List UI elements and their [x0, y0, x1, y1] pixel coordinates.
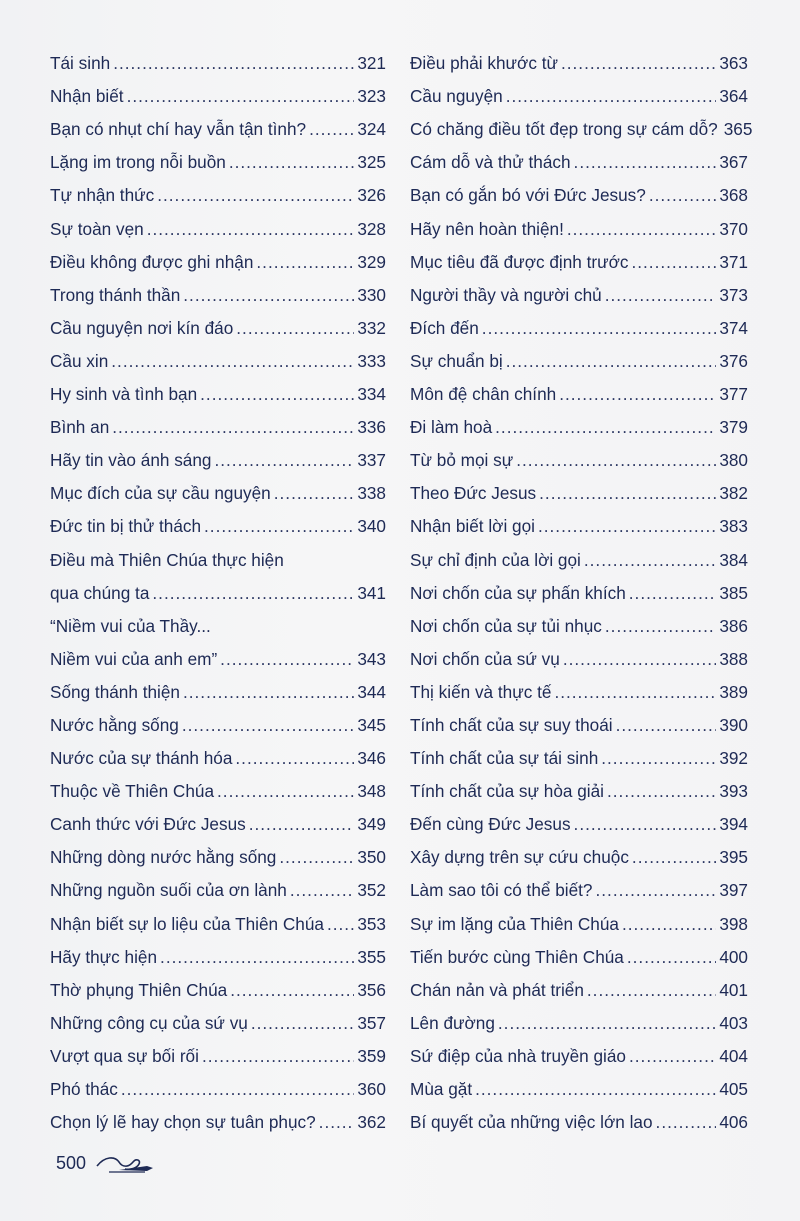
toc-entry-title: Tính chất của sự tái sinh: [410, 748, 599, 769]
dot-leader: [506, 351, 717, 371]
toc-entry-title: Hãy thực hiện: [50, 946, 158, 967]
toc-entry: [50, 139, 386, 172]
toc-entry: [50, 1033, 386, 1066]
dot-leader: [182, 715, 354, 735]
toc-entry: [410, 834, 748, 867]
toc-entry-title: Có chăng điều tốt đẹp trong sự cám dỗ?: [410, 119, 718, 140]
dot-leader: [229, 152, 354, 172]
toc-entry: [50, 636, 386, 669]
dot-leader: [256, 252, 354, 272]
toc-entry: [410, 503, 748, 536]
toc-entry: [50, 1066, 386, 1099]
toc-entry: [50, 735, 386, 768]
toc-entry-page: 332: [357, 317, 386, 338]
dot-leader: [554, 682, 716, 702]
toc-entry: [50, 603, 386, 636]
dot-leader: [561, 53, 716, 73]
toc-entry-title: Sứ điệp của nhà truyền giáo: [410, 1045, 626, 1066]
toc-entry-page: 406: [719, 1112, 748, 1133]
toc-entry: [410, 305, 748, 338]
toc-entry-title: Sự im lặng của Thiên Chúa: [410, 913, 619, 934]
toc-entry-page: 363: [719, 53, 748, 74]
toc-entry-page: 374: [719, 317, 748, 338]
toc-entry: [50, 867, 386, 900]
toc-entry-page: 382: [719, 483, 748, 504]
dot-leader: [498, 1013, 716, 1033]
toc-entry-title: Vượt qua sự bối rối: [50, 1045, 199, 1066]
dot-leader: [538, 516, 716, 536]
toc-entry-title: qua chúng ta: [50, 582, 150, 603]
toc-entry-page: 356: [357, 979, 386, 1000]
dot-leader: [152, 583, 354, 603]
dot-leader: [559, 384, 716, 404]
toc-entry-page: 345: [357, 714, 386, 735]
toc-entry-page: 385: [719, 582, 748, 603]
toc-entry: [410, 636, 748, 669]
toc-entry-page: 386: [719, 615, 748, 636]
toc-entry: [50, 702, 386, 735]
toc-entry-title: Cầu xin: [50, 350, 109, 371]
toc-entry-title: Cám dỗ và thử thách: [410, 152, 571, 173]
dot-leader: [616, 715, 717, 735]
toc-entry-title: Chán nản và phát triển: [410, 979, 584, 1000]
toc-entry-page: 357: [357, 1012, 386, 1033]
toc-entry-page: 379: [719, 417, 748, 438]
toc-entry-title: Mục tiêu đã được định trước: [410, 251, 629, 272]
toc-entry-title: Làm sao tôi có thể biết?: [410, 880, 593, 901]
dot-leader: [539, 483, 716, 503]
toc-entry-page: 344: [357, 681, 386, 702]
toc-entry: [410, 1066, 748, 1099]
toc-entry-title: Hãy tin vào ánh sáng: [50, 450, 212, 471]
dot-leader: [563, 649, 716, 669]
dot-leader: [584, 550, 716, 570]
dot-leader: [516, 450, 716, 470]
toc-entry-page: 403: [719, 1012, 748, 1033]
toc-entry-title: Sự chỉ định của lời gọi: [410, 549, 581, 570]
toc-entry-page: 365: [723, 119, 753, 140]
toc-entry: [50, 1099, 386, 1132]
toc-entry-title: Thuộc về Thiên Chúa: [50, 781, 215, 802]
toc-entry-title: Bạn có gắn bó với Đức Jesus?: [410, 185, 646, 206]
toc-entry-page: 341: [357, 582, 386, 603]
toc-entry-page: 383: [719, 516, 748, 537]
toc-entry-title: Sống thánh thiện: [50, 681, 180, 702]
toc-entry-title: Đi làm hoà: [410, 417, 493, 438]
toc-entry-title: Tính chất của sự hòa giải: [410, 781, 604, 802]
toc-entry: [410, 801, 748, 834]
toc-entry-page: 325: [357, 152, 386, 173]
toc-entry-title: Theo Đức Jesus: [410, 483, 537, 504]
toc-entry: [50, 1000, 386, 1033]
toc-entry-title: Sự toàn vẹn: [50, 218, 144, 239]
dot-leader: [217, 781, 354, 801]
toc-entry: [50, 934, 386, 967]
toc-entry: [50, 73, 386, 106]
toc-entry-title: Nước của sự thánh hóa: [50, 748, 233, 769]
toc-entry: [410, 172, 748, 205]
dot-leader: [204, 516, 354, 536]
toc-entry-page: 394: [719, 814, 748, 835]
dot-leader: [236, 318, 354, 338]
toc-entry-title: Đích đến: [410, 317, 479, 338]
dot-leader: [183, 682, 354, 702]
toc-left-column: [50, 40, 386, 1132]
toc-entry-page: 388: [719, 648, 748, 669]
toc-entry-page: 330: [357, 284, 386, 305]
toc-entry-page: 355: [357, 946, 386, 967]
dot-leader: [632, 847, 716, 867]
toc-entry: [410, 669, 748, 702]
toc-entry-title: Hy sinh và tình bạn: [50, 384, 198, 405]
dot-leader: [160, 947, 354, 967]
toc-entry: [410, 702, 748, 735]
toc-entry-title: Đức tin bị thử thách: [50, 516, 202, 537]
dot-leader: [200, 384, 354, 404]
toc-entry-title: Phó thác: [50, 1079, 118, 1099]
toc-entry-page: 362: [357, 1112, 386, 1133]
pen-flourish-icon: [95, 1150, 157, 1176]
toc-entry-page: 349: [357, 814, 386, 835]
toc-entry-page: 329: [357, 251, 386, 272]
toc-entry-page: 405: [719, 1079, 748, 1099]
toc-entry-title: Chọn lý lẽ hay chọn sự tuân phục?: [50, 1112, 316, 1133]
dot-leader: [629, 583, 717, 603]
toc-entry-title: Nước hằng sống: [50, 714, 179, 735]
toc-entry-page: 323: [357, 86, 386, 107]
toc-entry: [410, 1099, 748, 1132]
toc-entry: [50, 834, 386, 867]
dot-leader: [157, 185, 354, 205]
dot-leader: [113, 53, 354, 73]
toc-entry: [50, 967, 386, 1000]
dot-leader: [587, 980, 716, 1000]
toc-entry: [50, 305, 386, 338]
dot-leader: [319, 1112, 355, 1132]
toc-entry: [410, 40, 748, 73]
toc-entry: [410, 1033, 748, 1066]
toc-entry-page: 380: [719, 450, 748, 471]
toc-entry: [50, 437, 386, 470]
dot-leader: [607, 781, 716, 801]
toc-entry: [410, 900, 748, 933]
toc-entry-page: 338: [357, 483, 386, 504]
dot-leader: [127, 86, 355, 106]
toc-entry-title: Người thầy và người chủ: [410, 284, 602, 305]
toc-entry-page: 334: [357, 384, 386, 405]
toc-entry-title: Lặng im trong nỗi buồn: [50, 152, 226, 173]
toc-entry-page: 359: [357, 1045, 386, 1066]
toc-entry: [410, 106, 753, 140]
toc-entry-page: 336: [357, 417, 386, 438]
toc-entry: [50, 470, 386, 503]
toc-entry-title: Tiến bước cùng Thiên Chúa: [410, 946, 624, 967]
toc-entry: [410, 1000, 748, 1033]
toc-entry-title: Từ bỏ mọi sự: [410, 450, 514, 471]
dot-leader: [629, 1046, 716, 1066]
toc-entry-title: Sự chuẩn bị: [410, 350, 503, 371]
toc-entry-page: 371: [719, 251, 748, 272]
toc-entry-page: 370: [719, 218, 748, 239]
toc-entry-page: 392: [719, 748, 748, 769]
toc-right-column: [410, 40, 753, 1133]
toc-entry-page: 350: [357, 847, 386, 868]
toc-entry-page: 376: [719, 350, 748, 371]
dot-leader: [235, 748, 354, 768]
toc-entry-page: 348: [357, 781, 386, 802]
toc-entry-title: Mùa gặt: [410, 1079, 473, 1099]
dot-leader: [601, 748, 716, 768]
toc-entry: [50, 536, 386, 569]
toc-entry: [50, 40, 386, 73]
dot-leader: [622, 914, 716, 934]
toc-entry-page: 326: [357, 185, 386, 206]
toc-entry: [410, 570, 748, 603]
toc-entry-page: 400: [719, 946, 748, 967]
dot-leader: [112, 417, 354, 437]
toc-entry: [50, 768, 386, 801]
toc-entry-page: 333: [357, 350, 386, 371]
toc-entry: [410, 934, 748, 967]
toc-entry: [410, 205, 748, 238]
toc-entry: [410, 536, 748, 569]
toc-entry-page: 373: [719, 284, 748, 305]
toc-entry-title: Nơi chốn của sứ vụ: [410, 648, 560, 669]
toc-entry-page: 401: [719, 979, 748, 1000]
toc-entry-title: Xây dựng trên sự cứu chuộc: [410, 847, 629, 868]
dot-leader: [482, 318, 717, 338]
toc-entry: [50, 801, 386, 834]
toc-entry-title: Mục đích của sự cầu nguyện: [50, 483, 271, 504]
dot-leader: [279, 847, 354, 867]
toc-entry-title: Cầu nguyện: [410, 86, 503, 107]
toc-entry-page: 390: [719, 714, 748, 735]
toc-entry: [50, 272, 386, 305]
toc-entry-page: 384: [719, 549, 748, 570]
toc-entry: [410, 272, 748, 305]
dot-leader: [183, 285, 354, 305]
dot-leader: [495, 417, 716, 437]
dot-leader: [596, 880, 717, 900]
dot-leader: [506, 86, 717, 106]
toc-entry-title: Nơi chốn của sự phấn khích: [410, 582, 626, 603]
toc-entry-title: Nơi chốn của sự tủi nhục: [410, 615, 602, 636]
toc-entry-page: 352: [357, 880, 386, 901]
toc-entry-page: 343: [357, 648, 386, 669]
dot-leader: [290, 880, 354, 900]
toc-entry: [410, 404, 748, 437]
toc-entry: [50, 371, 386, 404]
dot-leader: [327, 914, 354, 934]
dot-leader: [121, 1079, 354, 1099]
dot-leader: [656, 1112, 717, 1132]
toc-entry-page: 364: [719, 86, 748, 107]
dot-leader: [111, 351, 354, 371]
toc-entry-page: 340: [357, 516, 386, 537]
toc-entry: [410, 735, 748, 768]
dot-leader: [220, 649, 354, 669]
toc-entry-page: 367: [719, 152, 748, 173]
toc-entry-page: 337: [357, 450, 386, 471]
toc-entry-title: “Niềm vui của Thầy...: [50, 615, 211, 636]
dot-leader: [202, 1046, 354, 1066]
toc-entry-page: 404: [719, 1045, 748, 1066]
toc-entry-page: 360: [357, 1079, 386, 1099]
dot-leader: [574, 814, 717, 834]
toc-entry-title: Những công cụ của sứ vụ: [50, 1012, 248, 1033]
dot-leader: [274, 483, 355, 503]
toc-entry: [410, 768, 748, 801]
toc-entry-title: Nhận biết lời gọi: [410, 516, 535, 537]
toc-entry-page: 328: [357, 218, 386, 239]
toc-entry: [410, 139, 748, 172]
toc-entry: [410, 239, 748, 272]
toc-entry-title: Canh thức với Đức Jesus: [50, 814, 246, 835]
toc-entry-title: Môn đệ chân chính: [410, 384, 557, 405]
toc-entry-title: Những nguồn suối của ơn lành: [50, 880, 287, 901]
toc-entry-page: 398: [719, 913, 748, 934]
dot-leader: [475, 1079, 716, 1099]
toc-entry: [410, 371, 748, 404]
toc-entry: [410, 470, 748, 503]
dot-leader: [309, 119, 354, 139]
toc-entry: [50, 503, 386, 536]
toc-entry: [410, 867, 748, 900]
toc-entry-title: Tự nhận thức: [50, 185, 155, 206]
toc-entry-page: 395: [719, 847, 748, 868]
toc-entry-title: Thờ phụng Thiên Chúa: [50, 979, 228, 1000]
toc-entry-title: Lên đường: [410, 1012, 495, 1033]
toc-entry-page: 353: [357, 913, 386, 934]
toc-entry-page: 324: [357, 119, 386, 140]
toc-entry: [50, 570, 386, 603]
dot-leader: [649, 185, 716, 205]
toc-entry-title: Cầu nguyện nơi kín đáo: [50, 317, 234, 338]
toc-entry-title: Điều mà Thiên Chúa thực hiện: [50, 549, 284, 570]
toc-entry: [410, 967, 748, 1000]
toc-entry-title: Tính chất của sự suy thoái: [410, 714, 613, 735]
toc-entry: [410, 603, 748, 636]
toc-entry-page: 397: [719, 880, 748, 901]
dot-leader: [574, 152, 717, 172]
toc-entry: [50, 338, 386, 371]
toc-entry-title: Những dòng nước hằng sống: [50, 847, 277, 868]
toc-entry: [50, 172, 386, 205]
toc-entry: [50, 239, 386, 272]
dot-leader: [230, 980, 354, 1000]
toc-entry-title: Điều không được ghi nhận: [50, 251, 254, 272]
toc-entry: [410, 437, 748, 470]
toc-entry: [50, 669, 386, 702]
toc-entry-title: Điều phải khước từ: [410, 53, 558, 74]
toc-entry-title: Bạn có nhụt chí hay vẫn tận tình?: [50, 119, 307, 140]
toc-entry: [410, 73, 748, 106]
toc-entry-page: 377: [719, 384, 748, 405]
toc-entry: [50, 205, 386, 238]
dot-leader: [249, 814, 355, 834]
toc-entry-page: 393: [719, 781, 748, 802]
dot-leader: [214, 450, 354, 470]
toc-entry-title: Bí quyết của những việc lớn lao: [410, 1112, 653, 1133]
toc-entry-title: Thị kiến và thực tế: [410, 681, 552, 702]
toc-entry-title: Bình an: [50, 417, 110, 438]
toc-entry-title: Tái sinh: [50, 53, 111, 74]
toc-entry-title: Trong thánh thần: [50, 284, 181, 305]
toc-entry: [50, 106, 386, 139]
toc-entry-title: Đến cùng Đức Jesus: [410, 814, 571, 835]
toc-entry-title: Nhận biết: [50, 86, 124, 107]
toc-entry: [410, 338, 748, 371]
dot-leader: [251, 1013, 354, 1033]
toc-entry-title: Hãy nên hoàn thiện!: [410, 218, 564, 239]
toc-entry-page: 321: [357, 53, 386, 74]
page-number: 500: [56, 1153, 87, 1173]
dot-leader: [605, 285, 717, 305]
toc-entry-page: 368: [719, 185, 748, 206]
dot-leader: [605, 616, 716, 636]
toc-entry-title: Niềm vui của anh em”: [50, 648, 218, 669]
dot-leader: [631, 252, 716, 272]
toc-entry: [50, 404, 386, 437]
toc-entry-page: 389: [719, 681, 748, 702]
toc-entry-page: 346: [357, 748, 386, 769]
dot-leader: [627, 947, 716, 967]
toc-entry: [50, 900, 386, 933]
dot-leader: [147, 219, 355, 239]
dot-leader: [567, 219, 716, 239]
toc-entry-title: Nhận biết sự lo liệu của Thiên Chúa: [50, 913, 324, 934]
